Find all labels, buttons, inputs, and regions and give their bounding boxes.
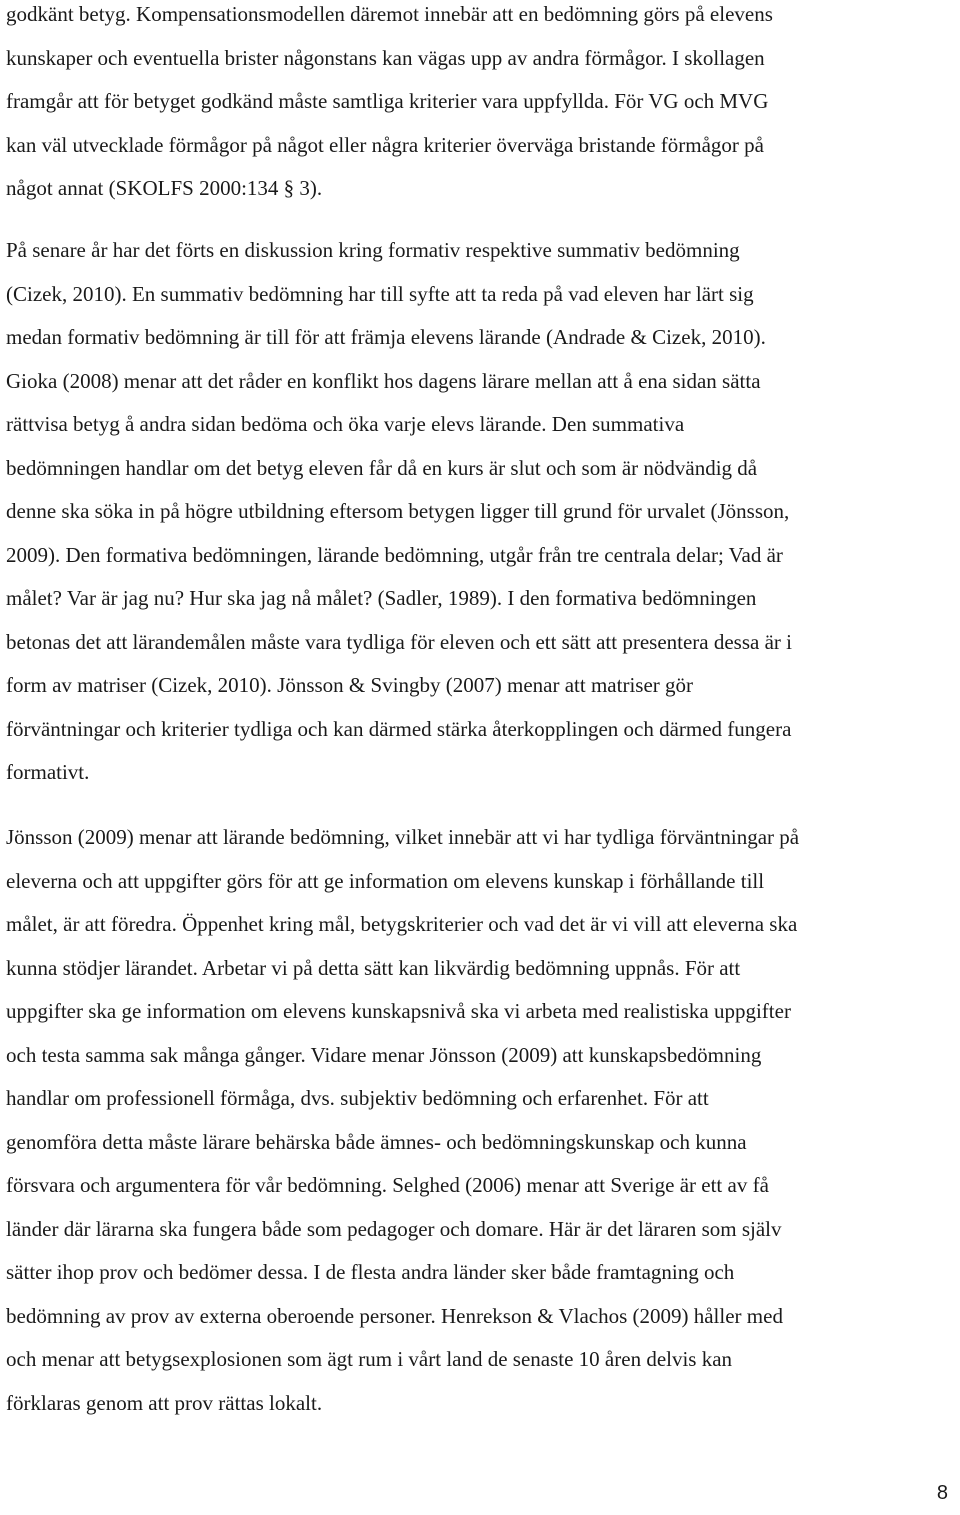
text-line: 2009). Den formativa bedömningen, lärande bedömning, utgår från tre centrala delar; Vad är bbox=[6, 542, 783, 567]
text-line: uppgifter ska ge information om elevens kunskapsnivå ska vi arbeta med realistiska uppgifter bbox=[6, 999, 791, 1023]
text-line: försvara och argumentera för vår bedömning. Selghed (2006) menar att Sverige är ett av få bbox=[6, 1173, 769, 1197]
paragraph-grading-models bbox=[6, 0, 956, 211]
text-line: kunna stödjer lärandet. Arbetar vi på detta sätt kan likvärdig bedömning uppnås. För att bbox=[6, 955, 741, 980]
text-line: handlar om professionell förmåga, dvs. subjektiv bedömning och erfarenhet. För att bbox=[6, 1086, 709, 1110]
paragraph-learning-assessment bbox=[6, 816, 956, 1425]
text-line: Jönsson (2009) menar att lärande bedömning, vilket innebär att vi har tydliga förväntningar på bbox=[6, 825, 800, 849]
text-line: framgår att för betyget godkänd måste samtliga kriterier vara uppfyllda. För VG och MVG bbox=[6, 89, 769, 113]
text-line: eleverna och att uppgifter görs för att ge information om elevens kunskap i förhållande till bbox=[6, 868, 765, 893]
text-line: målet? Var är jag nu? Hur ska jag nå målet? (Sadler, 1989). I den formativa bedömningen bbox=[6, 586, 757, 610]
text-line: målet, är att föredra. Öppenhet kring mål, betygskriterier och vad det är vi vill att eleverna ska bbox=[6, 912, 798, 936]
text-line: Gioka (2008) menar att det råder en konflikt hos dagens lärare mellan att å ena sidan sätta bbox=[6, 368, 761, 393]
text-line: genomföra detta måste lärare behärska både ämnes- och bedömningskunskap och kunna bbox=[6, 1129, 747, 1154]
text-line: och menar att betygsexplosionen som ägt rum i vårt land de senaste 10 åren delvis kan bbox=[6, 1347, 733, 1371]
text-line: betonas det att lärandemålen måste vara tydliga för eleven och ett sätt att presentera dessa är i bbox=[6, 629, 792, 654]
text-line: formativt. bbox=[6, 760, 90, 784]
text-line: godkänt betyg. Kompensationsmodellen däremot innebär att en bedömning görs på elevens bbox=[6, 2, 773, 26]
text-line: förväntningar och kriterier tydliga och kan därmed stärka återkopplingen och därmed fungera bbox=[6, 716, 792, 741]
text-line: något annat (SKOLFS 2000:134 § 3). bbox=[6, 176, 323, 200]
text-line: bedömning av prov av externa oberoende personer. Henrekson & Vlachos (2009) håller med bbox=[6, 1303, 783, 1328]
text-line: På senare år har det förts en diskussion kring formativ respektive summativ bedömning bbox=[6, 238, 740, 262]
text-line: (Cizek, 2010). En summativ bedömning har till syfte att ta reda på vad eleven har lärt sig bbox=[6, 281, 754, 306]
text-line: bedömningen handlar om det betyg eleven får då en kurs är slut och som är nödvändig då bbox=[6, 455, 758, 480]
text-line: och testa samma sak många gånger. Vidare menar Jönsson (2009) att kunskapsbedömning bbox=[6, 1042, 762, 1067]
text-line: förklaras genom att prov rättas lokalt. bbox=[6, 1390, 323, 1415]
text-line: länder där lärarna ska fungera både som pedagoger och domare. Här är det läraren som själv bbox=[6, 1216, 782, 1241]
text-line: form av matriser (Cizek, 2010). Jönsson & Svingby (2007) menar att matriser gör bbox=[6, 673, 694, 697]
paragraph-formative-summative bbox=[6, 229, 956, 795]
text-line: sätter ihop prov och bedömer dessa. I de flesta andra länder sker både framtagning och bbox=[6, 1260, 735, 1284]
page-number: 8 bbox=[936, 1482, 948, 1504]
text-line: kunskaper och eventuella brister någonstans kan vägas upp av andra förmågor. I skollagen bbox=[6, 45, 765, 70]
text-line: rättvisa betyg å andra sidan bedöma och öka varje elevs lärande. Den summativa bbox=[6, 412, 685, 436]
text-line: kan väl utvecklade förmågor på något eller några kriterier överväga bristande förmågor på bbox=[6, 132, 764, 157]
text-line: denne ska söka in på högre utbildning eftersom betygen ligger till grund för urvalet (Jönsson, bbox=[6, 499, 790, 523]
text-line: medan formativ bedömning är till för att främja elevens lärande (Andrade & Cizek, 2010). bbox=[6, 325, 766, 349]
